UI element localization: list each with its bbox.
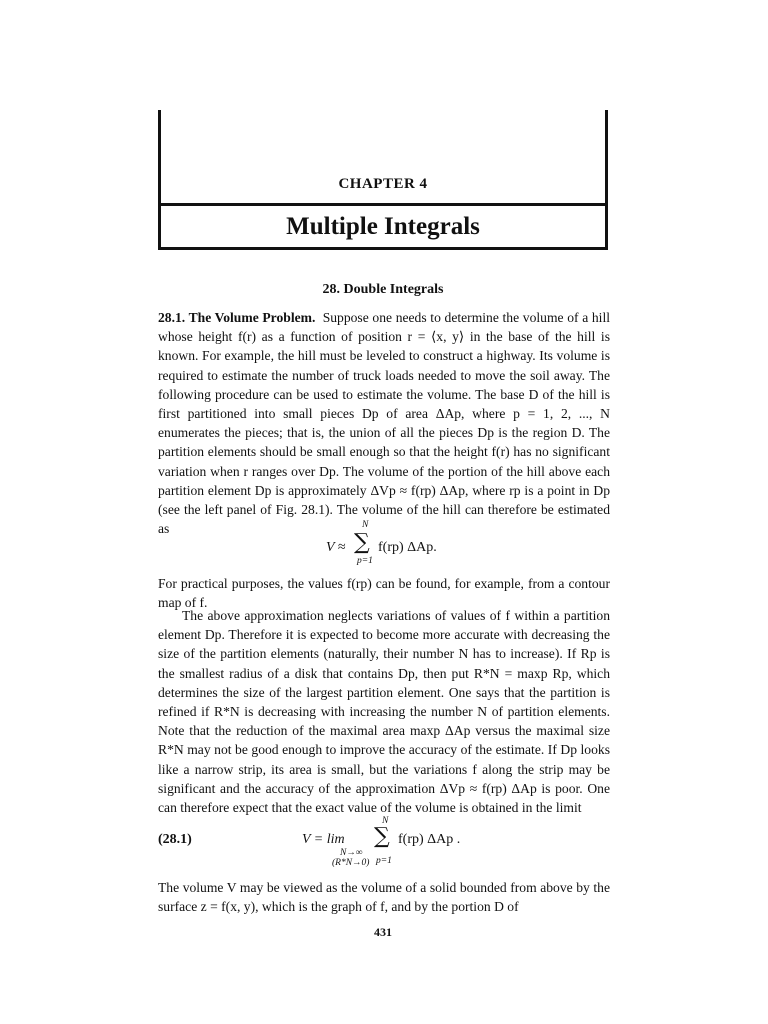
eq1-sum-bottom: p=1	[357, 556, 373, 566]
eq2-lim-sub1: N→∞	[340, 848, 363, 858]
sigma-symbol: ∑	[374, 824, 390, 849]
eq1-sum-top: N	[362, 520, 369, 530]
equation-number: (28.1)	[158, 832, 192, 847]
paragraph-volume-problem	[158, 308, 610, 538]
paragraph-approximation: The above approximation neglects variations of values of f within a partition element Dp. Therefore it is expected to become more accurate with decreasing the size of the partition elements (naturally, their number N has to increase). If Rp is the smallest radius of a disk that contains Dp, then put R*N = maxp Rp, which determines the size of the largest partition element. One says that the partition is refined if R*N is decreasing with increasing the number N of partition elements. Note that the reduction of the maximal area maxp ΔAp versus the maximal size R*N may not be good enough to improve the accuracy of the estimate. If Dp looks like a narrow strip, its area is small, but the variations f along the strip may be significant and the accuracy of the approximation ΔVp ≈ f(rp) ΔAp is poor. One can therefore expect that the exact value of the volume is obtained in the limit	[158, 608, 610, 816]
sigma-symbol: ∑	[354, 530, 370, 555]
section-heading: 28. Double Integrals	[322, 282, 444, 297]
page-number: 431	[374, 925, 392, 939]
paragraph-practical: For practical purposes, the values f(rp) can be found, for example, from a contour map of f.	[158, 576, 610, 611]
eq1-rhs: f(rp) ΔAp.	[378, 540, 437, 555]
eq2-lim-sub2: (R*N→0)	[332, 858, 370, 868]
subsection-heading: 28.1. The Volume Problem.	[158, 310, 316, 325]
eq2-lhs: V = lim	[302, 832, 345, 847]
eq2-rhs: f(rp) ΔAp .	[398, 832, 461, 847]
eq2-sum-top: N	[382, 816, 389, 826]
eq1-lhs: V ≈	[326, 540, 346, 555]
paragraph-text: Suppose one needs to determine the volume of a hill whose height f(r) as a function of position r = ⟨x, y⟩ in the base of the hill is known. For example, the hill must be leveled to construct a highway. Its volume is required to estimate the number of truck loads needed to move the soil away. The following procedure can be used to estimate the volume. The base D of the hill is first partitioned into small pieces Dp of area ΔAp, where p = 1, 2, ..., N enumerates the pieces; that is, the union of all the pieces Dp is the region D. The partition elements should be small enough so that the height f(r) has no significant variation when r ranges over Dp. The volume of the portion of the hill above each partition element Dp is approximately ΔVp ≈ f(rp) ΔAp, where rp is a point in Dp (see the left panel of Fig. 28.1). The volume of the hill can therefore be estimated as	[158, 310, 611, 537]
eq2-sum-bottom: p=1	[376, 856, 392, 866]
chapter-divider	[161, 203, 605, 206]
chapter-title: Multiple Integrals	[286, 213, 480, 240]
paragraph-volume-solid: The volume V may be viewed as the volume of a solid bounded from above by the surface z = f(x, y), which is the graph of f, and by the portion D of	[158, 880, 610, 915]
equation-estimate	[322, 520, 462, 570]
equation-limit	[300, 816, 480, 870]
chapter-label: CHAPTER 4	[338, 176, 428, 192]
chapter-header-box	[158, 110, 608, 250]
